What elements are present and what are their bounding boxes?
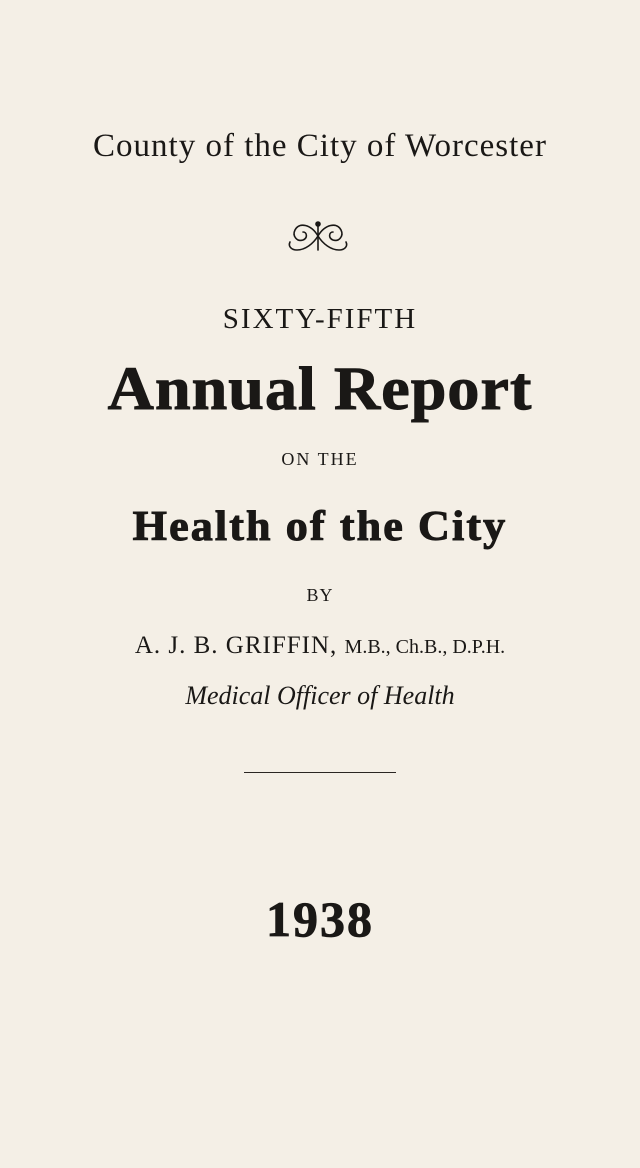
by-label: BY xyxy=(306,585,334,605)
report-title: Annual Report xyxy=(107,356,533,423)
author-office: Medical Officer of Health xyxy=(185,681,455,710)
author-name: A. J. B. GRIFFIN, xyxy=(134,632,338,659)
author-degrees: M.B., Ch.B., D.P.H. xyxy=(344,636,506,658)
author-line xyxy=(0,632,640,660)
report-subject: Health of the City xyxy=(132,504,508,550)
report-year: 1938 xyxy=(266,891,374,947)
report-ordinal: SIXTY-FIFTH xyxy=(222,303,418,335)
fleuron-ornament-icon xyxy=(283,216,353,256)
county-heading: County of the City of Worcester xyxy=(93,128,547,164)
divider-rule xyxy=(244,772,396,773)
connector-text: ON THE xyxy=(281,449,359,469)
